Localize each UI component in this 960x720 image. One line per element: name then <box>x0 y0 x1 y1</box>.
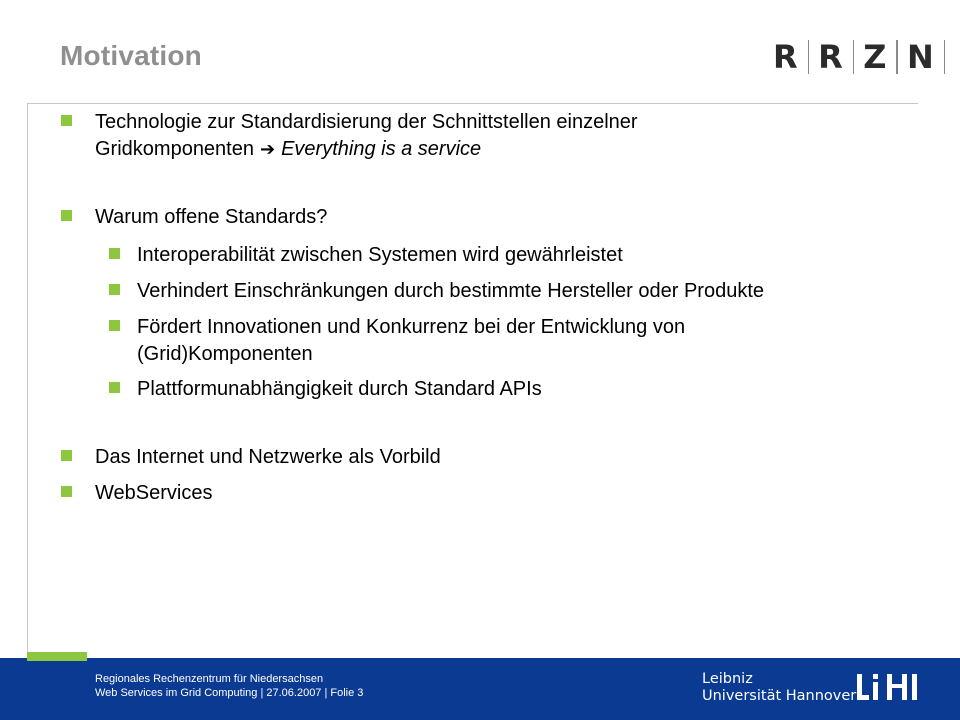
square-bullet-icon <box>109 248 120 259</box>
sub-bullet-text: Fördert Innovationen und Konkurrenz bei der Entwicklung von <box>137 316 686 338</box>
bullet-text-part: Gridkomponenten <box>95 138 254 160</box>
footer-organization: Regionales Rechenzentrum für Niedersachsen <box>95 673 324 685</box>
sub-bullet-item <box>137 376 917 403</box>
footer-accent-bar <box>27 652 87 661</box>
square-bullet-icon <box>61 115 72 126</box>
logo-letter: N <box>906 38 934 76</box>
luh-logo-icon <box>857 672 919 702</box>
university-line1: Leibniz <box>702 671 753 687</box>
square-bullet-icon <box>61 450 72 461</box>
sub-bullet-text: Verhindert Einschränkungen durch bestimmte Hersteller oder Produkte <box>137 280 764 302</box>
sub-bullet-item <box>137 242 917 269</box>
sub-bullet-text: Plattformunabhängigkeit durch Standard APIs <box>137 378 542 400</box>
bullet-text-line2 <box>95 136 915 163</box>
square-bullet-icon <box>61 486 72 497</box>
square-bullet-icon <box>109 320 120 331</box>
bullet-item <box>95 204 915 231</box>
bullet-item <box>95 444 915 471</box>
logo-letter: Z <box>863 38 887 76</box>
square-bullet-icon <box>109 382 120 393</box>
emphasis-text: Everything is a service <box>281 138 482 160</box>
bullet-item <box>95 109 915 163</box>
footer-info: Web Services im Grid Computing | 27.06.2007 | Folie 3 <box>95 687 364 699</box>
square-bullet-icon <box>61 210 72 221</box>
university-line2: Universität Hannover <box>702 688 857 704</box>
bullet-item <box>95 480 915 507</box>
sub-bullet-item <box>137 278 917 305</box>
logo-letter: R <box>773 38 798 76</box>
slide-title: Motivation <box>60 40 202 71</box>
square-bullet-icon <box>109 284 120 295</box>
logo-letter: R <box>818 38 843 76</box>
bullet-text: Warum offene Standards? <box>95 206 328 228</box>
sub-bullet-text: Interoperabilität zwischen Systemen wird gewährleistet <box>137 244 623 266</box>
arrow-right-icon: ➔ <box>259 139 276 160</box>
bullet-text: Das Internet und Netzwerke als Vorbild <box>95 446 441 468</box>
footer-text <box>95 672 363 700</box>
bullet-text: WebServices <box>95 482 213 504</box>
bullet-text: Technologie zur Standardisierung der Schnittstellen einzelner <box>95 111 638 133</box>
university-name <box>702 671 856 705</box>
sub-bullet-item <box>137 314 917 368</box>
sub-bullet-text-line2: (Grid)Komponenten <box>137 343 313 365</box>
